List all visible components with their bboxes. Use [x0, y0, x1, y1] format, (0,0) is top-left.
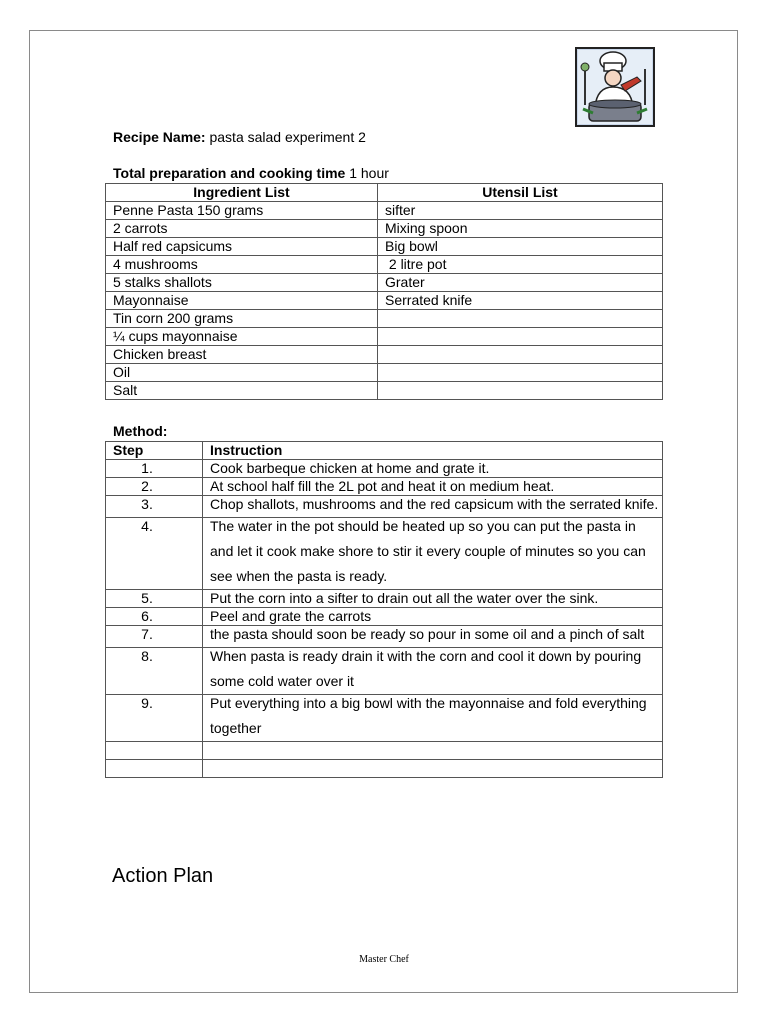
instruction-text: Put the corn into a sifter to drain out all the water over the sink.	[210, 590, 599, 606]
utensil-cell	[378, 346, 663, 364]
step-header: Step	[106, 442, 203, 460]
table-row	[106, 590, 663, 608]
table-row	[106, 648, 663, 695]
table-row	[106, 310, 663, 328]
ingredient-table-header-row	[106, 184, 663, 202]
table-row	[106, 238, 663, 256]
table-row	[106, 518, 663, 590]
table-row	[106, 274, 663, 292]
table-row	[106, 202, 663, 220]
chef-cooking-clipart-icon	[575, 47, 655, 127]
instruction-cell	[203, 590, 663, 608]
utensil-cell: 2 litre pot	[378, 256, 663, 274]
table-row	[106, 695, 663, 742]
utensil-cell: Grater	[378, 274, 663, 292]
ingredient-cell: ¼ cups mayonnaise	[106, 328, 378, 346]
instruction-text: Put everything into a big bowl with the mayonnaise and fold everything together	[210, 695, 647, 736]
step-number	[106, 742, 203, 760]
method-table	[105, 441, 663, 778]
total-time-label: Total preparation and cooking time	[113, 165, 346, 181]
step-number: 5.	[106, 590, 203, 608]
total-time-line	[113, 165, 389, 181]
method-label	[113, 423, 167, 439]
instruction-cell	[203, 518, 663, 590]
utensil-cell	[378, 310, 663, 328]
table-row	[106, 292, 663, 310]
ingredient-cell: 2 carrots	[106, 220, 378, 238]
instruction-text: the pasta should soon be ready so pour in some oil and a pinch of salt	[210, 626, 645, 642]
instruction-text: At school half fill the 2L pot and heat it on medium heat.	[210, 478, 555, 494]
ingredient-cell: Penne Pasta 150 grams	[106, 202, 378, 220]
table-row	[106, 364, 663, 382]
table-row	[106, 760, 663, 778]
instruction-cell	[203, 742, 663, 760]
action-plan-heading: Action Plan	[112, 865, 214, 887]
table-row	[106, 256, 663, 274]
instruction-cell	[203, 648, 663, 695]
recipe-name-label: Recipe Name:	[113, 129, 206, 145]
step-number: 1.	[106, 460, 203, 478]
recipe-name-value: pasta salad experiment 2	[209, 129, 366, 145]
recipe-name-line	[113, 129, 366, 145]
table-row	[106, 382, 663, 400]
instruction-text: The water in the pot should be heated up so you can put the pasta in and let it cook make shore to stir it every couple of minutes so you can see when the pasta is ready.	[210, 518, 646, 584]
step-number: 2.	[106, 478, 203, 496]
ingredient-cell: 5 stalks shallots	[106, 274, 378, 292]
method-label-text: Method:	[113, 423, 168, 439]
method-table-header-row	[106, 442, 663, 460]
instruction-cell	[203, 460, 663, 478]
ingredient-cell: Half red capsicums	[106, 238, 378, 256]
utensil-cell	[378, 328, 663, 346]
step-number: 8.	[106, 648, 203, 695]
step-number: 9.	[106, 695, 203, 742]
page-footer: Master Chef	[359, 954, 409, 965]
ingredient-cell: Tin corn 200 grams	[106, 310, 378, 328]
utensil-cell: Serrated knife	[378, 292, 663, 310]
utensil-cell: Mixing spoon	[378, 220, 663, 238]
table-row	[106, 346, 663, 364]
step-number: 7.	[106, 626, 203, 648]
utensil-cell: sifter	[378, 202, 663, 220]
table-row	[106, 220, 663, 238]
instruction-text: Chop shallots, mushrooms and the red capsicum with the serrated knife.	[210, 496, 659, 512]
table-row	[106, 742, 663, 760]
instruction-text: Cook barbeque chicken at home and grate it.	[210, 460, 490, 476]
instruction-text: Peel and grate the carrots	[210, 608, 372, 624]
ingredient-list-header: Ingredient List	[106, 184, 378, 202]
total-time-value: 1 hour	[349, 165, 389, 181]
utensil-cell: Big bowl	[378, 238, 663, 256]
utensil-cell	[378, 382, 663, 400]
instruction-cell	[203, 760, 663, 778]
instruction-header: Instruction	[203, 442, 663, 460]
step-number: 3.	[106, 496, 203, 518]
utensil-list-header: Utensil List	[378, 184, 663, 202]
instruction-cell	[203, 695, 663, 742]
step-number: 6.	[106, 608, 203, 626]
ingredient-utensil-table	[105, 183, 663, 400]
step-number: 4.	[106, 518, 203, 590]
ingredient-cell: 4 mushrooms	[106, 256, 378, 274]
step-number	[106, 760, 203, 778]
utensil-cell	[378, 364, 663, 382]
ingredient-cell: Salt	[106, 382, 378, 400]
ingredient-cell: Mayonnaise	[106, 292, 378, 310]
table-row	[106, 328, 663, 346]
ingredient-cell: Chicken breast	[106, 346, 378, 364]
table-row	[106, 460, 663, 478]
ingredient-cell: Oil	[106, 364, 378, 382]
instruction-text: When pasta is ready drain it with the corn and cool it down by pouring some cold water over it	[210, 648, 642, 689]
